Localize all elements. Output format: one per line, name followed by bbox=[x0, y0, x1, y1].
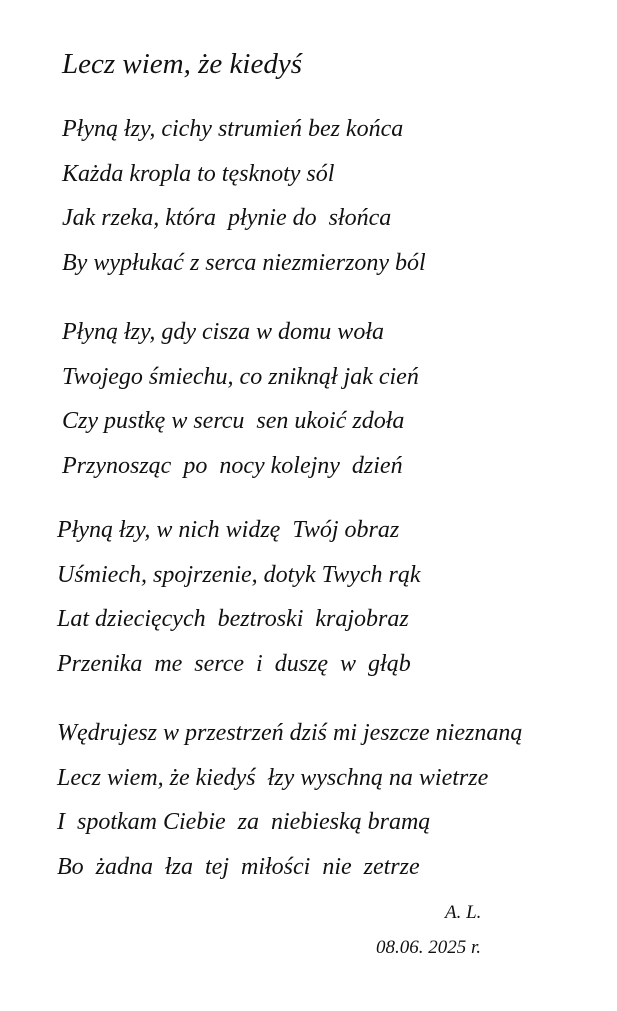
poem-line: Płyną łzy, cichy strumień bez końca bbox=[62, 116, 404, 142]
poem-line: Przenika me serce i duszę w głąb bbox=[57, 651, 411, 678]
poem-line: Czy pustkę w sercu sen ukoić zdoła bbox=[62, 408, 405, 435]
poem-line: Uśmiech, spojrzenie, dotyk Twych rąk bbox=[57, 561, 421, 588]
author-initials: A. L. bbox=[445, 902, 482, 923]
poem-line: Bo żadna łza tej miłości nie zetrze bbox=[57, 854, 420, 881]
poem-line: Lecz wiem, że kiedyś łzy wyschną na wietrze bbox=[57, 764, 489, 791]
poem-line: Jak rzeka, która płynie do słońca bbox=[62, 205, 392, 232]
poem-line: Wędrujesz w przestrzeń dziś mi jeszcze nieznaną bbox=[57, 720, 523, 746]
poem-line: Płyną łzy, gdy cisza w domu woła bbox=[62, 319, 384, 345]
poem-date: 08.06. 2025 r. bbox=[376, 937, 482, 958]
poem-line: Przynosząc po nocy kolejny dzień bbox=[62, 453, 403, 480]
poem-line: By wypłukać z serca niezmierzony ból bbox=[62, 250, 426, 277]
stanza-4 bbox=[57, 711, 522, 890]
poem-line: I spotkam Ciebie za niebieską bramą bbox=[57, 809, 431, 836]
poem-line: Płyną łzy, w nich widzę Twój obraz bbox=[57, 517, 400, 543]
stanza-2 bbox=[62, 310, 419, 489]
poem-line: Każda kropla to tęsknoty sól bbox=[62, 160, 335, 187]
stanza-3 bbox=[57, 508, 420, 687]
poem-line: Twojego śmiechu, co zniknął jak cień bbox=[62, 363, 419, 390]
poem-line: Lat dziecięcych beztroski krajobraz bbox=[57, 606, 409, 633]
poem-title: Lecz wiem, że kiedyś bbox=[62, 48, 302, 80]
stanza-1 bbox=[62, 107, 426, 286]
